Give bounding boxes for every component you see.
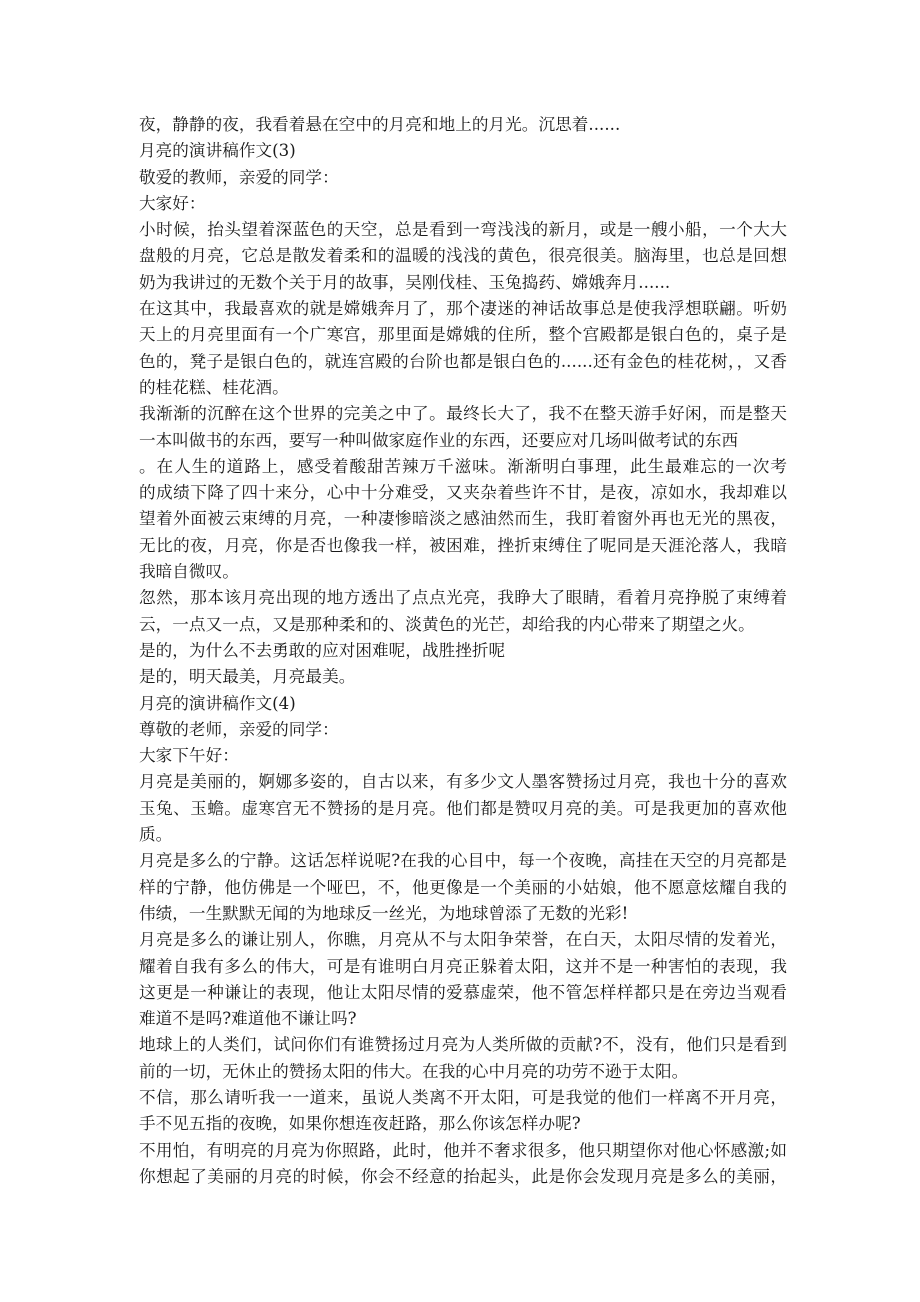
text-line: 是的，明天最美，月亮最美。 — [139, 667, 356, 687]
text-line: 大家好： — [139, 193, 206, 213]
text-line: 夜，静静的夜，我看着悬在空中的月亮和地上的月光。沉思着...... — [139, 115, 621, 134]
text-line: 的桂花糕、桂花酒。 — [139, 377, 289, 397]
text-line: 我暗自微叹。 — [139, 562, 239, 582]
text-line: 盘般的月亮，它总是散发着柔和的温暖的浅浅的黄色，很亮很美。脑海里，也总是回想 — [139, 246, 787, 266]
text-line: 月亮的演讲稿作文(3) — [139, 141, 296, 161]
text-line: 伟绩，一生默默无闻的为地球反一丝光，为地球曾添了无数的光彩! — [139, 903, 629, 923]
text-line: 手不见五指的夜晚，如果你想连夜赶路，那么你该怎样办呢? — [139, 1114, 581, 1134]
text-line: 在这其中，我最喜欢的就是嫦娥奔月了，那个凄迷的神话故事总是使我浮想联翩。听奶 — [139, 299, 787, 319]
text-line: 云，一点又一点，又是那种柔和的、淡黄色的光芒，却给我的内心带来了期望之火。 — [139, 614, 755, 634]
text-line: 大家下午好： — [139, 746, 239, 766]
text-line: 这更是一种谦让的表现，他让太阳尽情的爱慕虚荣，他不管怎样样都只是在旁边当观看 — [139, 982, 787, 1002]
text-line: 月亮是多么的谦让别人，你瞧，月亮从不与太阳争荣誉，在白天，太阳尽情的发着光， — [139, 930, 787, 950]
text-line: 望着外面被云束缚的月亮，一种凄惨暗淡之感油然而生，我盯着窗外再也无光的黑夜， — [139, 509, 787, 529]
text-line: 你想起了美丽的月亮的时候，你会不经意的抬起头，此是你会发现月亮是多么的美丽， — [139, 1166, 787, 1186]
text-line: 地球上的人类们，试问你们有谁赞扬过月亮为人类所做的贡献?不，没有，他们只是看到 — [139, 1035, 787, 1055]
text-line: 样的宁静，他仿佛是一个哑巴，不，他更像是一个美丽的小姑娘，他不愿意炫耀自我的 — [139, 877, 787, 897]
text-line: 无比的夜，月亮，你是否也像我一样，被困难，挫折束缚住了呢同是天涯沦落人，我暗 — [139, 535, 787, 555]
text-line: 是的，为什么不去勇敢的应对困难呢，战胜挫折呢 — [139, 640, 506, 660]
text-line: 月亮是美丽的，婀娜多姿的，自古以来，有多少文人墨客赞扬过月亮，我也十分的喜欢 — [139, 772, 787, 792]
text-line: 月亮的演讲稿作文(4) — [139, 693, 296, 713]
text-line: 月亮是多么的宁静。这话怎样说呢?在我的心目中，每一个夜晚，高挂在天空的月亮都是 — [139, 851, 787, 871]
text-line: 的成绩下降了四十来分，心中十分难受，又夹杂着些许不甘，是夜，凉如水，我却难以 — [139, 483, 787, 503]
text-line: 敬爱的教师，亲爱的同学： — [139, 167, 339, 187]
text-line: 玉兔、玉蟾。虚寒宫无不赞扬的是月亮。他们都是赞叹月亮的美。可是我更加的喜欢他 — [139, 798, 787, 818]
text-line: 奶为我讲过的无数个关于月的故事，吴刚伐桂、玉兔捣药、嫦娥奔月...... — [139, 272, 671, 292]
text-line: 我渐渐的沉醉在这个世界的完美之中了。最终长大了，我不在整天游手好闲，而是整天 — [139, 404, 787, 424]
text-line: 一本叫做书的东西，要写一种叫做家庭作业的东西，还要应对几场叫做考试的东西 — [139, 430, 739, 450]
text-line: 小时候，抬头望着深蓝色的天空，总是看到一弯浅浅的新月，或是一艘小船，一个大大 — [139, 220, 787, 240]
text-line: 难道不是吗?难道他不谦让吗? — [139, 1009, 357, 1029]
text-line: 尊敬的老师，亲爱的同学： — [139, 719, 339, 739]
document-body — [139, 112, 787, 1190]
text-line: 天上的月亮里面有一个广寒宫，那里面是嫦娥的住所，整个宫殿都是银白色的，桌子是 — [139, 325, 787, 345]
text-line: 忽然，那本该月亮出现的地方透出了点点光亮，我睁大了眼睛，看着月亮挣脱了束缚着 — [139, 588, 787, 608]
text-line: 不用怕，有明亮的月亮为你照路，此时，他并不奢求很多，他只期望你对他心怀感激;如 — [139, 1140, 787, 1160]
text-line: 质。 — [139, 825, 173, 845]
text-line: 。在人生的道路上，感受着酸甜苦辣万千滋味。渐渐明白事理，此生最难忘的一次考 — [139, 456, 787, 476]
text-line: 不信，那么请听我一一道来，虽说人类离不开太阳，可是我觉的他们一样离不开月亮， — [139, 1087, 787, 1107]
text-line: 前的一切，无休止的赞扬太阳的伟大。在我的心中月亮的功劳不逊于太阳。 — [139, 1061, 689, 1081]
text-line: 耀着自我有多么的伟大，可是有谁明白月亮正躲着太阳，这并不是一种害怕的表现，我 — [139, 956, 787, 976]
text-line: 色的，凳子是银白色的，就连宫殿的台阶也都是银白色的......还有金色的桂花树，，又香 — [139, 351, 787, 371]
